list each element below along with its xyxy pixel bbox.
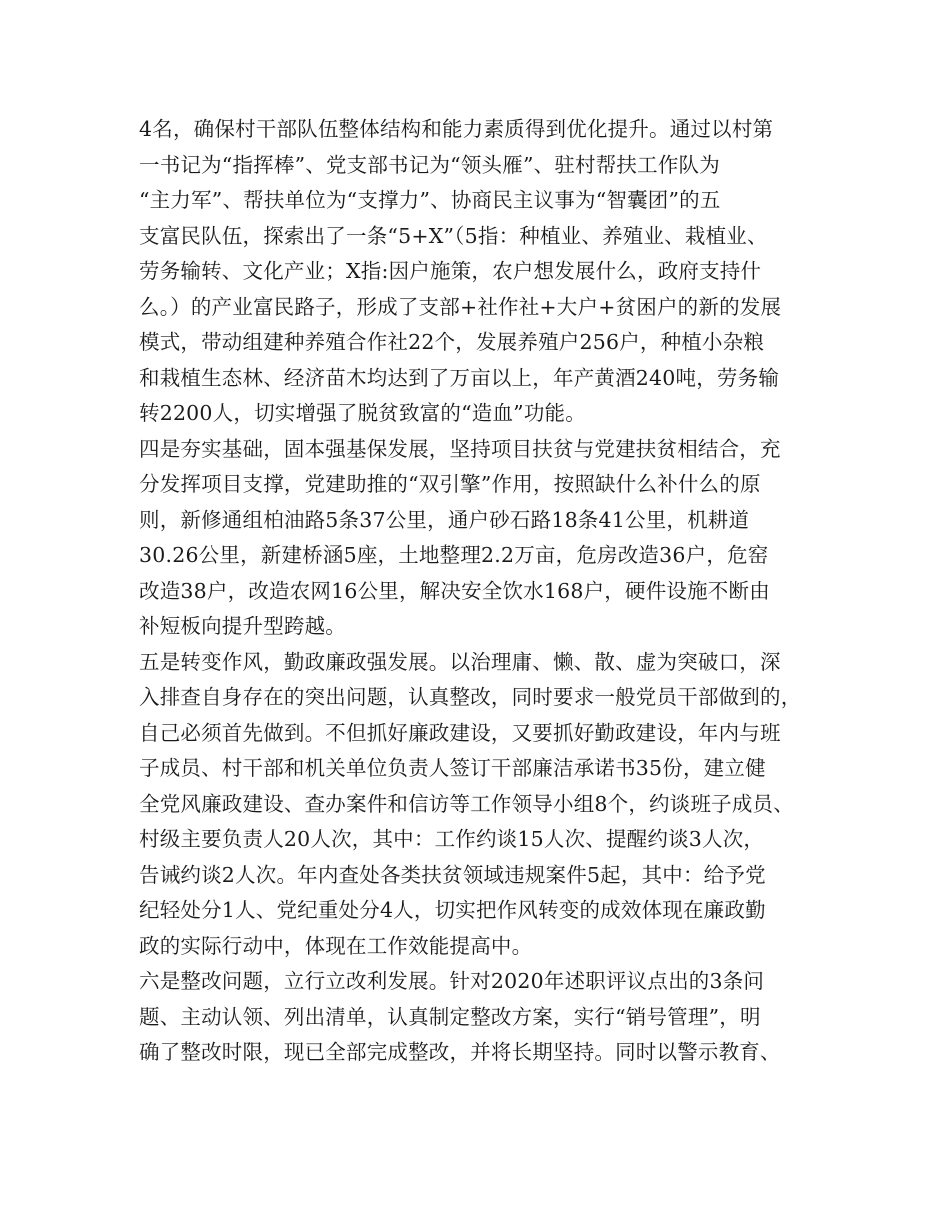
text-line: 入排查自身存在的突出问题，认真整改，同时要求一般党员干部做到的， — [139, 685, 802, 709]
text-line: 模式，带动组建种养殖合作社22个，发展养殖户256户，种植小杂粮 — [139, 330, 765, 354]
text-line: 一书记为“指挥棒”、党支部书记为“领头雁”、驻村帮扶工作队为 — [139, 152, 720, 177]
paragraph-start-line: 六是整改问题，立行立改利发展。针对2020年述职评议点出的3条问 — [139, 969, 765, 993]
text-line: 则，新修通组柏油路5条37公里，通户砂石路18条41公里，机耕道 — [139, 507, 750, 532]
text-line: 改造38户，改造农网16公里，解决安全饮水168户，硬件设施不断由 — [139, 578, 770, 603]
text-line: 支富民队伍，探索出了一条“5+X”（5指：种植业、养殖业、栽植业、 — [139, 223, 768, 248]
text-line: 自己必须首先做到。不但抓好廉政建设，又要抓好勤政建设，年内与班 — [139, 720, 781, 745]
text-line: 补短板向提升型跨越。 — [139, 614, 346, 638]
document-body — [139, 112, 829, 1071]
text-line: 确了整改时限，现已全部完成整改，并将长期坚持。同时以警示教育、 — [139, 1040, 781, 1064]
text-line: 题、主动认领、列出清单，认真制定整改方案，实行“销号管理”，明 — [139, 1004, 761, 1029]
text-line: 4名，确保村干部队伍整体结构和能力素质得到优化提升。通过以村第 — [139, 117, 774, 141]
text-line: 政的实际行动中，体现在工作效能提高中。 — [139, 933, 533, 958]
text-line: 纪轻处分1人、党纪重处分4人，切实把作风转变的成效体现在廉政勤 — [139, 898, 766, 922]
text-line: 转2200人，切实增强了脱贫致富的“造血”功能。 — [139, 401, 586, 425]
text-line: 么。）的产业富民路子，形成了支部+社作社+大户+贫困户的新的发展 — [139, 294, 782, 319]
text-line: “主力军”、帮扶单位为“支撑力”、协商民主议事为“智囊团”的五 — [139, 188, 721, 212]
text-line: 子成员、村干部和机关单位负责人签订干部廉洁承诺书35份，建立健 — [139, 756, 766, 780]
text-line: 全党风廉政建设、查办案件和信访等工作领导小组8个，约谈班子成员、 — [139, 791, 794, 816]
text-line: 分发挥项目支撑，党建助推的“双引擎”作用，按照缺什么补什么的原 — [139, 472, 761, 496]
text-line: 30.26公里，新建桥涵5座，土地整理2.2万亩，危房改造36户，危窑 — [139, 543, 769, 567]
text-line: 村级主要负责人20人次，其中：工作约谈15人次、提醒约谈3人次， — [139, 827, 765, 851]
paragraph-start-line: 四是夯实基础，固本强基保发展，坚持项目扶贫与党建扶贫相结合，充 — [139, 436, 781, 461]
text-line: 告诫约谈2人次。年内查处各类扶贫领域违规案件5起，其中：给予党 — [139, 862, 766, 887]
paragraph-start-line: 五是转变作风，勤政廉政强发展。以治理庸、懒、散、虚为突破口，深 — [139, 649, 781, 674]
text-line: 和栽植生态林、经济苗木均达到了万亩以上，年产黄酒240吨，劳务输 — [139, 365, 780, 390]
text-line: 劳务输转、文化产业；X指:因户施策，农户想发展什么，政府支持什 — [139, 259, 762, 283]
